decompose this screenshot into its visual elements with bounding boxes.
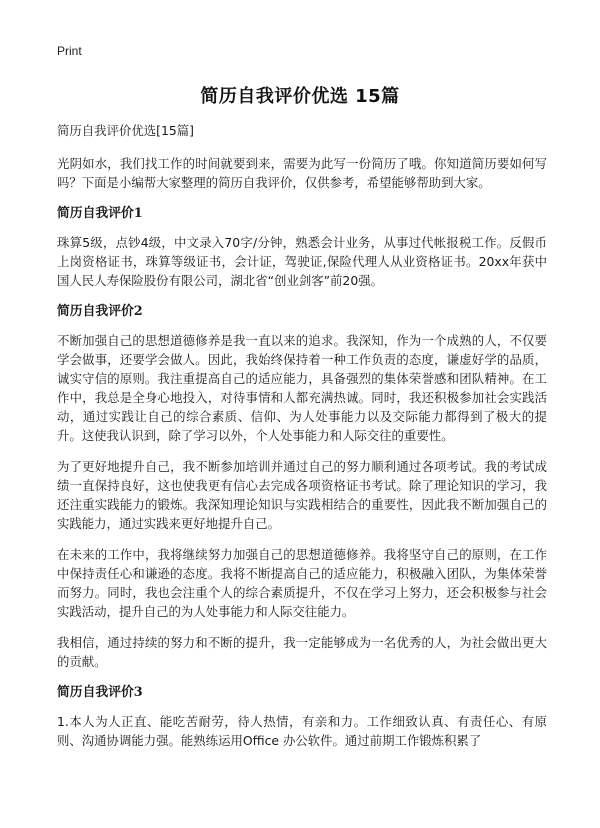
section-1-paragraph-1: 珠算5级，点钞4级，中文录入70字/分钟，熟悉会计业务，从事过代帐报税工作。反假币上岗资格证书，珠算等级证书，会计证，驾驶证,保险代理人从业资格证书。20xx年获中国人民人寿保险股份有限公司，湖北省“创业剑客”前20强。 — [57, 235, 547, 288]
section-2-paragraph-2: 为了更好地提升自己，我不断参加培训并通过自己的努力顺利通过各项考试。我的考试成绩一直保持良好，这也使我更有信心去完成各项资格证书考试。除了理论知识的学习，我还注重实践能力的锻炼。我深知理论知识与实践相结合的重要性，因此我不断加强自己的实践能力，通过实践来更好地提升自己。 — [57, 459, 547, 531]
section-heading-2: 简历自我评价2 — [57, 304, 143, 319]
section-2-paragraph-3: 在未来的工作中，我将继续努力加强自己的思想道德修养。我将坚守自己的原则，在工作中保持责任心和谦逊的态度。我将不断提高自己的适应能力，积极融入团队，为集体荣誉而努力。同时，我也会注重个人的综合素质提升，不仅在学习上努力，还会积极参与社会实践活动，提升自己的为人处事能力和人际交往能力。 — [57, 547, 547, 619]
document-title: 简历自我评价优选 15篇 — [200, 86, 400, 107]
section-heading-3: 简历自我评价3 — [57, 685, 143, 700]
intro-paragraph: 光阴如水，我们找工作的时间就要到来，需要为此写一份简历了哦。你知道简历要如何写吗？下面是小编帮大家整理的简历自我评价，仅供参考，希望能够帮助到大家。 — [57, 156, 547, 190]
section-3-paragraph-1: 1.本人为人正直、能吃苦耐劳，待人热情，有亲和力。工作细致认真、有责任心、有原则、沟通协调能力强。能熟练运用Office 办公软件。通过前期工作锻炼积累了 — [57, 714, 547, 748]
section-2-paragraph-4: 我相信，通过持续的努力和不断的提升，我一定能够成为一名优秀的人，为社会做出更大的贡献。 — [57, 635, 547, 669]
section-heading-1: 简历自我评价1 — [57, 206, 143, 221]
document-subtitle: 简历自我评价优选[15篇] — [57, 123, 194, 138]
document-body — [57, 121, 547, 762]
section-2-paragraph-1: 不断加强自己的思想道德修养是我一直以来的追求。我深知，作为一个成熟的人，不仅要学会做事，还要学会做人。因此，我始终保持着一种工作负责的态度，谦虚好学的品质，诚实守信的原则。我注重提高自己的适应能力，具备强烈的集体荣誉感和团队精神。在工作中，我总是全身心地投入，对待事情和人都充满热诚。同时，我还积极参加社会实践活动，通过实践让自己的综合素质、信仰、为人处事能力以及交际能力都得到了极大的提升。这使我认识到，除了学习以外，个人处事能力和人际交往的重要性。 — [57, 333, 547, 443]
print-label[interactable]: Print — [57, 44, 82, 58]
